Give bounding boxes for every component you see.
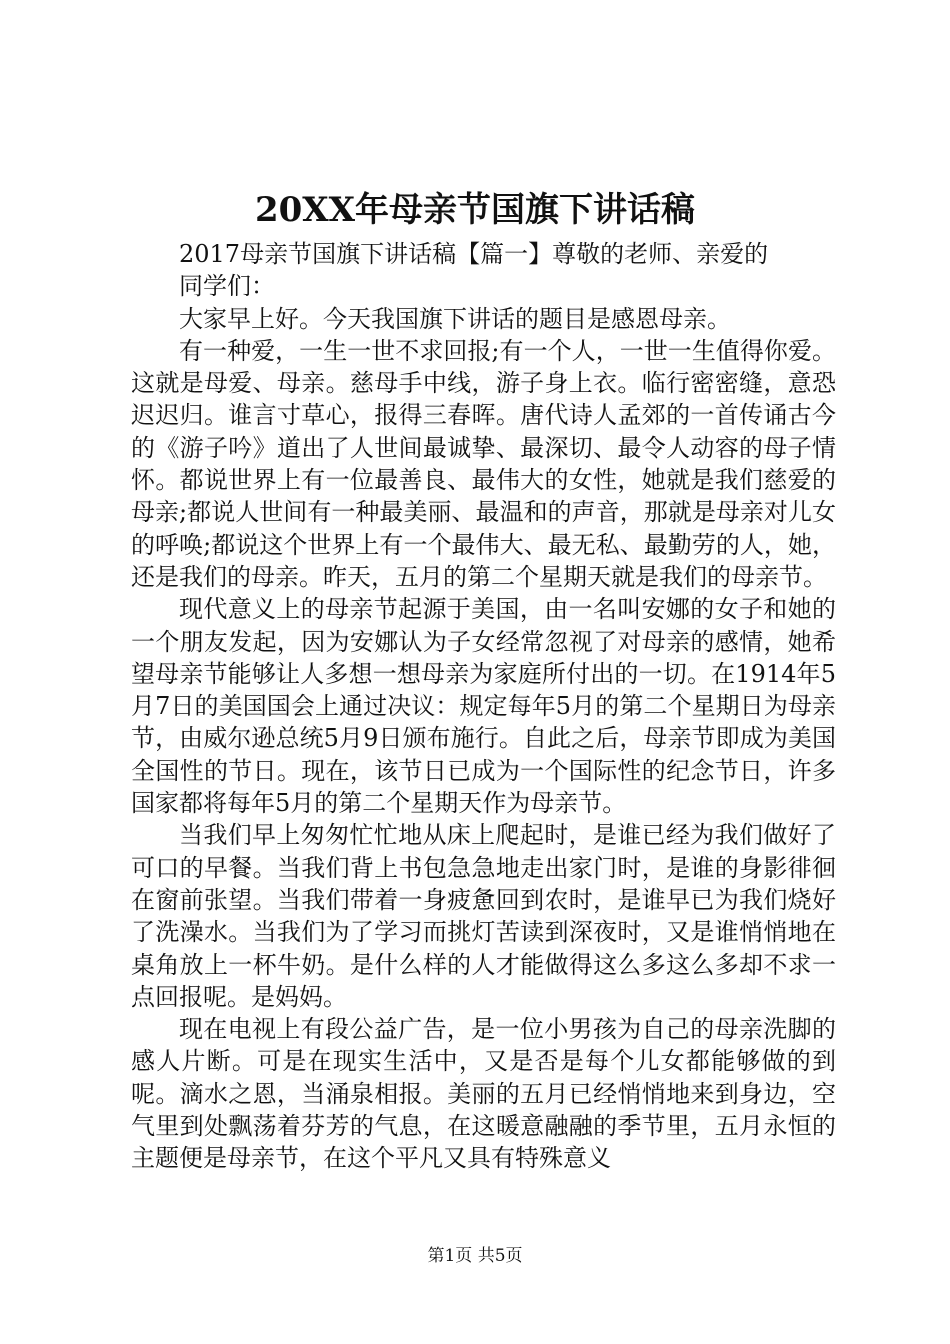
paragraph-history: 现代意义上的母亲节起源于美国，由一名叫安娜的女子和她的一个朋友发起，因为安娜认为子女经常忽视了对母亲的感情，她希望母亲节能够让人多想一想母亲为家庭所付出的一切。在1914年5月7日的美国国会上通过决议：规定每年5月的第二个星期日为母亲节，由威尔逊总统5月9日颁布施行。自此之后，母亲节即成为美国全国性的节日。现在，该节日已成为一个国际性的纪念节日，许多国家都将每年5月的第二个星期天作为母亲节。 bbox=[131, 595, 836, 818]
paragraph-daily-care: 当我们早上匆匆忙忙地从床上爬起时，是谁已经为我们做好了可口的早餐。当我们背上书包急急地走出家门时，是谁的身影徘徊在窗前张望。当我们带着一身疲惫回到农时，是谁早已为我们烧好了洗澡水。当我们为了学习而挑灯苦读到深夜时，又是谁悄悄地在桌角放上一杯牛奶。是什么样的人才能做得这么多这么多却不求一点回报呢。是妈妈。 bbox=[131, 821, 836, 1011]
paragraph-greeting: 大家早上好。今天我国旗下讲话的题目是感恩母亲。 bbox=[179, 304, 731, 333]
paragraph-gratitude: 现在电视上有段公益广告，是一位小男孩为自己的母亲洗脚的感人片断。可是在现实生活中，又是否是每个儿女都能够做的到呢。滴水之恩，当涌泉相报。美丽的五月已经悄悄地来到身边，空气里到处飘荡着芬芳的气息，在这暖意融融的季节里，五月永恒的主题便是母亲节，在这个平凡又具有特殊意义 bbox=[131, 1015, 836, 1173]
intro-line-1: 2017母亲节国旗下讲话稿【篇一】尊敬的老师、亲爱的 bbox=[179, 240, 769, 268]
page-number-footer: 第1页 共5页 bbox=[427, 1246, 523, 1266]
intro-paragraph bbox=[131, 238, 836, 303]
intro-line-2: 同学们： bbox=[179, 272, 275, 301]
document-title: 20XX年母亲节国旗下讲话稿 bbox=[254, 190, 696, 230]
paragraph-mother-love: 有一种爱，一生一世不求回报;有一个人，一世一生值得你爱。这就是母爱、母亲。慈母手中线，游子身上衣。临行密密缝，意恐迟迟归。谁言寸草心，报得三春晖。唐代诗人孟郊的一首传诵古今的《游子吟》道出了人世间最诚挚、最深切、最令人动容的母子情怀。都说世界上有一位最善良、最伟大的女性，她就是我们慈爱的母亲;都说人世间有一种最美丽、最温和的声音，那就是母亲对儿女的呼唤;都说这个世界上有一个最伟大、最无私、最勤劳的人，她，还是我们的母亲。昨天，五月的第二个星期天就是我们的母亲节。 bbox=[131, 336, 836, 591]
document-body bbox=[131, 238, 836, 1175]
